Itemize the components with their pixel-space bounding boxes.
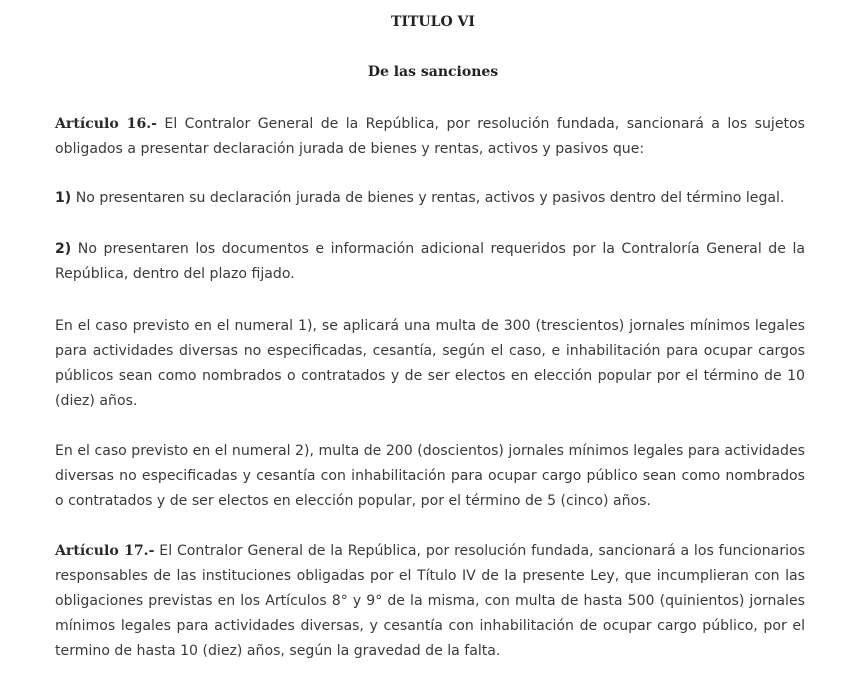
item-1-number: 1) bbox=[55, 190, 72, 206]
paragraph-numeral-1: En el caso previsto en el numeral 1), se aplicará una multa de 300 (trescientos) jornales mínimos legales para actividades diversas no especificadas, cesantía, según el caso, e inhabilitación para ocupar cargos públicos sean como nombrados o contratados y de ser electos en elección popular por el término de 10 (diez) años. bbox=[55, 318, 805, 409]
section-title: TITULO VI bbox=[391, 14, 475, 30]
item-1-text: No presentaren su declaración jurada de bienes y rentas, activos y pasivos dentro del término legal. bbox=[71, 190, 785, 206]
article-16 bbox=[55, 112, 805, 162]
item-2-text: No presentaren los documentos e información adicional requeridos por la Contraloría General de la República, dentro del plazo fijado. bbox=[55, 241, 805, 282]
article-16-text: El Contralor General de la República, por resolución fundada, sancionará a los sujetos obligados a presentar declaración jurada de bienes y rentas, activos y pasivos que: bbox=[55, 116, 805, 157]
article-16-label: Artículo 16.- bbox=[55, 116, 158, 132]
article-17-text: El Contralor General de la República, por resolución fundada, sancionará a los funcionarios responsables de las instituciones obligadas por el Título IV de la presente Ley, que incumplieran con las obligaciones previstas en los Artículos 8° y 9° de la misma, con multa de hasta 500 (quinientos) jornales mínimos legales para actividades diversas, y cesantía con inhabilitación de ocupar cargo público, por el termino de hasta 10 (diez) años, según la gravedad de la falta. bbox=[55, 543, 805, 659]
article-17 bbox=[55, 539, 805, 664]
article-17-label: Artículo 17.- bbox=[55, 543, 155, 559]
item-2 bbox=[55, 237, 805, 287]
item-2-number: 2) bbox=[55, 241, 72, 257]
item-1 bbox=[55, 186, 805, 211]
section-subtitle: De las sanciones bbox=[367, 64, 499, 80]
paragraph-numeral-2: En el caso previsto en el numeral 2), multa de 200 (doscientos) jornales mínimos legales para actividades diversas no especificadas y cesantía con inhabilitación para ocupar cargo público sean como nombrados o contratados y de ser electos en elección popular, por el término de 5 (cinco) años. bbox=[55, 443, 805, 509]
